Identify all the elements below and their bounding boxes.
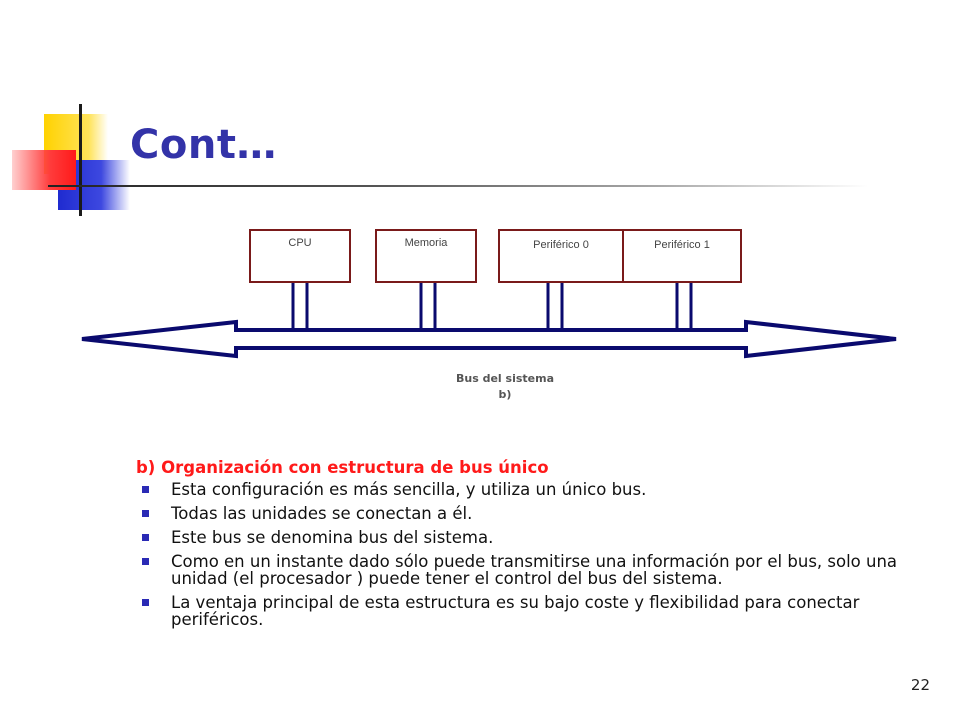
unit-periferico-1 bbox=[623, 230, 741, 282]
bullet-text: La ventaja principal de esta estructura es su bajo coste y flexibilidad para conectar periféricos. bbox=[171, 593, 860, 629]
bullet-text: Esta configuración es más sencilla, y utiliza un único bus. bbox=[171, 480, 647, 499]
bullet-square-icon bbox=[142, 558, 149, 565]
unit-label-cpu: CPU bbox=[288, 237, 312, 249]
unit-periferico-0 bbox=[499, 230, 623, 282]
unit-label-memoria: Memoria bbox=[404, 237, 448, 249]
bullet-square-icon bbox=[142, 486, 149, 493]
slide-content bbox=[136, 458, 926, 635]
slide-title: Cont… bbox=[130, 122, 277, 168]
bus-label: Bus del sistema bbox=[456, 372, 554, 385]
unit-label-periferico-0: Periférico 0 bbox=[533, 239, 589, 251]
unit-memoria bbox=[376, 230, 476, 282]
unit-cpu bbox=[250, 230, 350, 282]
bullet-square-icon bbox=[142, 510, 149, 517]
system-bus-arrow bbox=[82, 322, 896, 356]
list-item bbox=[136, 529, 926, 546]
unit-label-periferico-1: Periférico 1 bbox=[654, 239, 710, 251]
list-item bbox=[136, 553, 926, 587]
list-item bbox=[136, 481, 926, 498]
bullet-square-icon bbox=[142, 599, 149, 606]
list-item bbox=[136, 594, 926, 628]
bullet-list bbox=[136, 481, 926, 628]
section-subtitle: b) Organización con estructura de bus único bbox=[136, 458, 549, 477]
bullet-square-icon bbox=[142, 534, 149, 541]
bus-connectors bbox=[293, 283, 691, 328]
page-number: 22 bbox=[910, 676, 930, 694]
bullet-text: Todas las unidades se conectan a él. bbox=[171, 504, 473, 523]
bullet-text: Este bus se denomina bus del sistema. bbox=[171, 528, 494, 547]
list-item bbox=[136, 505, 926, 522]
figure-label: b) bbox=[498, 388, 512, 401]
bullet-text: Como en un instante dado sólo puede transmitirse una información por el bus, solo una unidad (el procesador ) puede tener el control del bus del sistema. bbox=[171, 552, 898, 588]
